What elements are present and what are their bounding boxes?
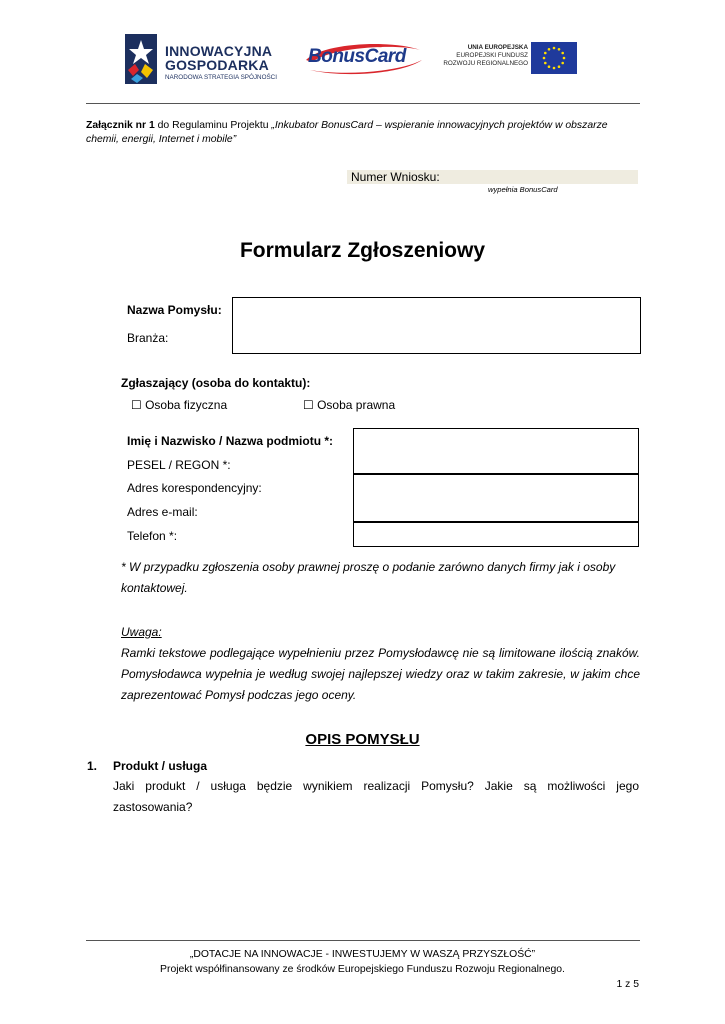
section-title: OPIS POMYSŁU (305, 731, 420, 748)
footer-slogan: „DOTACJE NA INNOWACJE - INWESTUJEMY W WASZĄ PRZYSZŁOŚĆ” (189, 949, 536, 960)
phone-label: Telefon *: (127, 529, 178, 543)
checkbox-natural-person[interactable]: ☐ Osoba fizyczna (131, 398, 228, 412)
checkbox-legal-person[interactable]: ☐ Osoba prawna (303, 398, 396, 412)
eu-text-line3: ROZWOJU REGIONALNEGO (443, 60, 528, 67)
attachment-label: Załącznik nr 1 (86, 120, 155, 131)
industry-input[interactable] (232, 325, 641, 354)
ig-title-line2: GOSPODARKA (165, 57, 269, 73)
idea-name-input[interactable] (232, 297, 641, 327)
bonuscard-wordmark: BonusCard (308, 46, 406, 67)
ig-title (165, 44, 272, 72)
ig-subtitle: NARODOWA STRATEGIA SPÓJNOŚCI (165, 74, 277, 81)
form-title: Formularz Zgłoszeniowy (239, 239, 486, 262)
innowacyjna-gospodarka-logo (125, 34, 285, 84)
footer-cofinance: Projekt współfinansowany ze środków Europejskiego Funduszu Rozwoju Regionalnego. (160, 964, 565, 975)
phone-input[interactable] (353, 522, 639, 547)
question-number: 1. (87, 759, 98, 773)
applicant-heading: Zgłaszający (osoba do kontaktu): (121, 376, 311, 390)
address-label: Adres korespondencyjny: (127, 481, 262, 495)
attachment-text: do Regulaminu Projektu (154, 120, 272, 131)
email-label: Adres e-mail: (127, 505, 198, 519)
eu-text-line1: UNIA EUROPEJSKA (467, 44, 528, 51)
idea-name-label: Nazwa Pomysłu: (127, 303, 222, 317)
question-text: Jaki produkt / usługa będzie wynikiem realizacji Pomysłu? Jakie są możliwości jego zastosowania? (113, 779, 639, 814)
application-number-label: Numer Wniosku: (351, 170, 440, 184)
eu-flag-icon (531, 42, 577, 74)
pesel-regon-label: PESEL / REGON *: (127, 458, 231, 472)
page-number: 1 z 5 (616, 979, 639, 990)
bonuscard-logo (304, 40, 424, 76)
address-input[interactable] (353, 474, 639, 499)
email-input[interactable] (353, 498, 639, 522)
applicant-name-label: Imię i Nazwisko / Nazwa podmiotu *: (127, 434, 334, 448)
industry-label: Branża: (127, 331, 169, 345)
ig-title-line1: INNOWACYJNA (165, 43, 273, 59)
eu-text-line2: EUROPEJSKI FUNDUSZ (456, 52, 528, 59)
notice-heading: Uwaga: (121, 625, 162, 639)
attachment-note (86, 119, 641, 147)
attachment-project-name: „Inkubator BonusCard – wspieranie innowacyjnych projektów w obszarze chemii, energii, Internet i mobile” (86, 120, 608, 145)
footer-divider (86, 940, 640, 941)
eu-logo (443, 42, 580, 76)
header-divider (86, 103, 640, 104)
application-number-note: wypełnia BonusCard (488, 185, 558, 194)
question-title: Produkt / usługa (113, 759, 208, 773)
eu-text (443, 44, 528, 68)
applicant-name-input[interactable] (353, 428, 639, 452)
notice-block (121, 622, 640, 706)
legal-person-footnote: * W przypadku zgłoszenia osoby prawnej proszę o podanie zarówno danych firmy jak i osoby kontaktowej. (121, 560, 616, 595)
notice-text: Ramki tekstowe podlegające wypełnieniu przez Pomysłodawcę nie są limitowane ilością znaków. Pomysłodawca wypełnia je według swojej najlepszej wiedzy oraz w takim zakresie, w jakim chce zaprezentować Pomysł podczas jego oceny. (121, 646, 640, 702)
ig-star-emblem-icon (125, 34, 157, 84)
pesel-regon-input[interactable] (353, 451, 639, 474)
application-number-field[interactable] (347, 170, 638, 184)
